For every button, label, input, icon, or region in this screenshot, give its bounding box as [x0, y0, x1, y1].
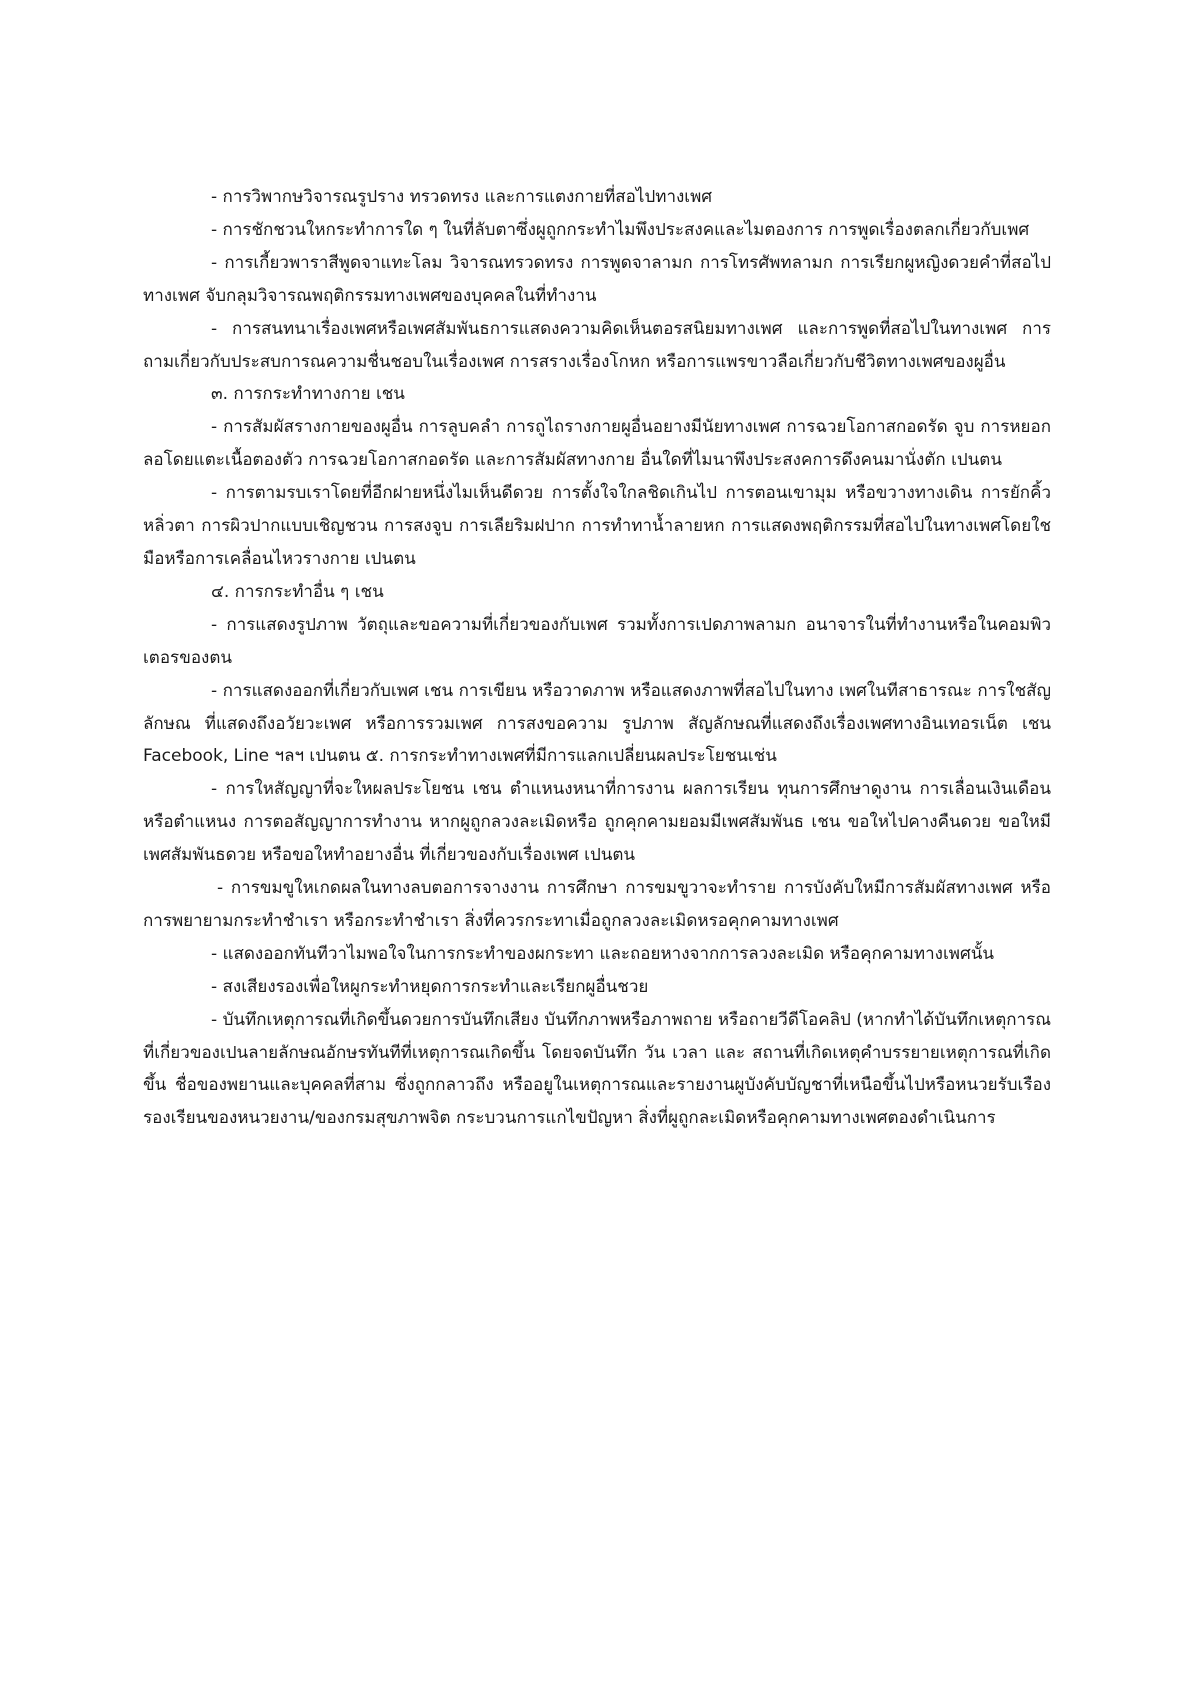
paragraph-13: - แสดงออกทันทีวาไมพอใจในการกระทำของผกระทา และถอยหางจากการลวงละเมิด หรือคุกคามทางเพศนั้น [211, 943, 994, 964]
paragraph-6: - การสัมผัสรางกายของผูอื่น การลูบคลำ การถูไถรางกายผูอื่นอยางมีนัยทางเพศ การฉวยโอกาสกอดรัด จูบ การหยอกลอโดยแตะเนื้อตองตัว การฉวยโอกาสกอดรัด และการสัมผัสทางกาย อื่นใดที่ไมนาพึงประสงคการดึงคนมานั่งตัก เปนตน [143, 417, 1051, 471]
paragraph-2: - การชักชวนใหกระทำการใด ๆ ในที่ลับตาซึ่งผูถูกกระทำไมพึงประสงคและไมตองการ การพูดเรื่องตลกเกี่ยวกับเพศ [211, 219, 1030, 240]
section-heading-3: ๓. การกระทำทางกาย เชน [211, 384, 405, 405]
paragraph-10: - การแสดงออกที่เกี่ยวกับเพศ เชน การเขียน หรือวาดภาพ หรือแสดงภาพที่สอไปในทาง เพศในทีสาธารณะ การใชสัญลักษณ ที่แสดงถึงอวัยวะเพศ หรือการรวมเพศ การสงขอความ รูปภาพ สัญลักษณที่แสดงถึงเรื่องเพศทางอินเทอรเน็ต เชน Facebook, Line ฯลฯ เปนตน ๕. การกระทำทางเพศที่มีการแลกเปลี่ยนผลประโยชนเช่น [143, 680, 1051, 767]
section-heading-4: ๔. การกระทำอื่น ๆ เชน [211, 581, 384, 602]
paragraph-3: - การเกี้ยวพาราสีพูดจาแทะโลม วิจารณทรวดทรง การพูดจาลามก การโทรศัพทลามก การเรียกผูหญิงดวยคำที่สอไปทางเพศ จับกลุมวิจารณพฤติกรรมทางเพศของบุคคลในที่ทำงาน [143, 252, 1051, 306]
paragraph-14: - สงเสียงรองเพื่อใหผูกระทำหยุดการกระทำและเรียกผูอื่นชวย [211, 976, 649, 997]
paragraph-1: - การวิพากษวิจารณรูปราง ทรวดทรง และการแตงกายที่สอไปทางเพศ [211, 187, 713, 207]
paragraph-7: - การตามรบเราโดยที่อีกฝายหนึ่งไมเห็นดีดวย การตั้งใจใกลชิดเกินไป การตอนเขามุม หรือขวางทางเดิน การยักคิ้วหลิ่วตา การผิวปากแบบเชิญชวน การสงจูบ การเลียริมฝปาก การทำทาน้ำลายหก การแสดงพฤติกรรมที่สอไปในทางเพศโดยใชมือหรือการเคลื่อนไหวรางกาย เปนตน [143, 483, 1051, 569]
paragraph-4: - การสนทนาเรื่องเพศหรือเพศสัมพันธการแสดงความคิดเห็นตอรสนิยมทางเพศ และการพูดที่สอไปในทางเพศ การถามเกี่ยวกับประสบการณความชื่นชอบในเรื่องเพศ การสรางเรื่องโกหก หรือการแพรขาวลือเกี่ยวกับชีวิตทางเพศของผูอื่น [143, 318, 1051, 372]
paragraph-12: - การขมขูใหเกดผลในทางลบตอการจางงาน การศึกษา การขมขูวาจะทำราย การบังคับใหมีการสัมผัสทางเพศ หรือการพยายามกระทำชำเรา หรือกระทำชำเรา สิ่งที่ควรกระทาเมื่อถูกลวงละเมิดหรอคุกคามทางเพศ [143, 878, 1051, 931]
paragraph-15: - บันทึกเหตุการณที่เกิดขึ้นดวยการบันทึกเสียง บันทึกภาพหรือภาพถาย หรือถายวีดีโอคลิป (หากทำได้บันทึกเหตุการณที่เกี่ยวของเปนลายลักษณอักษรทันทีที่เหตุการณเกิดขึ้น โดยจดบันทึก วัน เวลา และ สถานที่เกิดเหตุคำบรรยายเหตุการณที่เกิดขึ้น ชื่อของพยานและบุคคลที่สาม ซึ่งถูกกลาวถึง หรืออยูในเหตุการณและรายงานผูบังคับบัญชาที่เหนือขึ้นไปหรือหนวยรับเรืองรองเรียนของหนวยงาน/ของกรมสุขภาพจิต กระบวนการแกไขปัญหา สิ่งที่ผูถูกละเมิดหรือคุกคามทางเพศตองดำเนินการ [143, 1009, 1051, 1129]
paragraph-9: - การแสดงรูปภาพ วัตถุและขอความที่เกี่ยวของกับเพศ รวมทั้งการเปดภาพลามก อนาจารในที่ทำงานหรือในคอมพิวเตอรของตน [143, 614, 1051, 668]
paragraph-11: - การใหสัญญาที่จะใหผลประโยชน เชน ตำแหนงหนาที่การงาน ผลการเรียน ทุนการศึกษาดูงาน การเลื่อนเงินเดือนหรือตำแหนง การตอสัญญาการทำงาน หากผูถูกลวงละเมิดหรือ ถูกคุกคามยอมมีเพศสัมพันธ เชน ขอใหไปคางคืนดวย ขอใหมีเพศสัมพันธดวย หรือขอใหทำอยางอื่น ที่เกี่ยวของกับเรื่องเพศ เปนตน [143, 779, 1051, 866]
